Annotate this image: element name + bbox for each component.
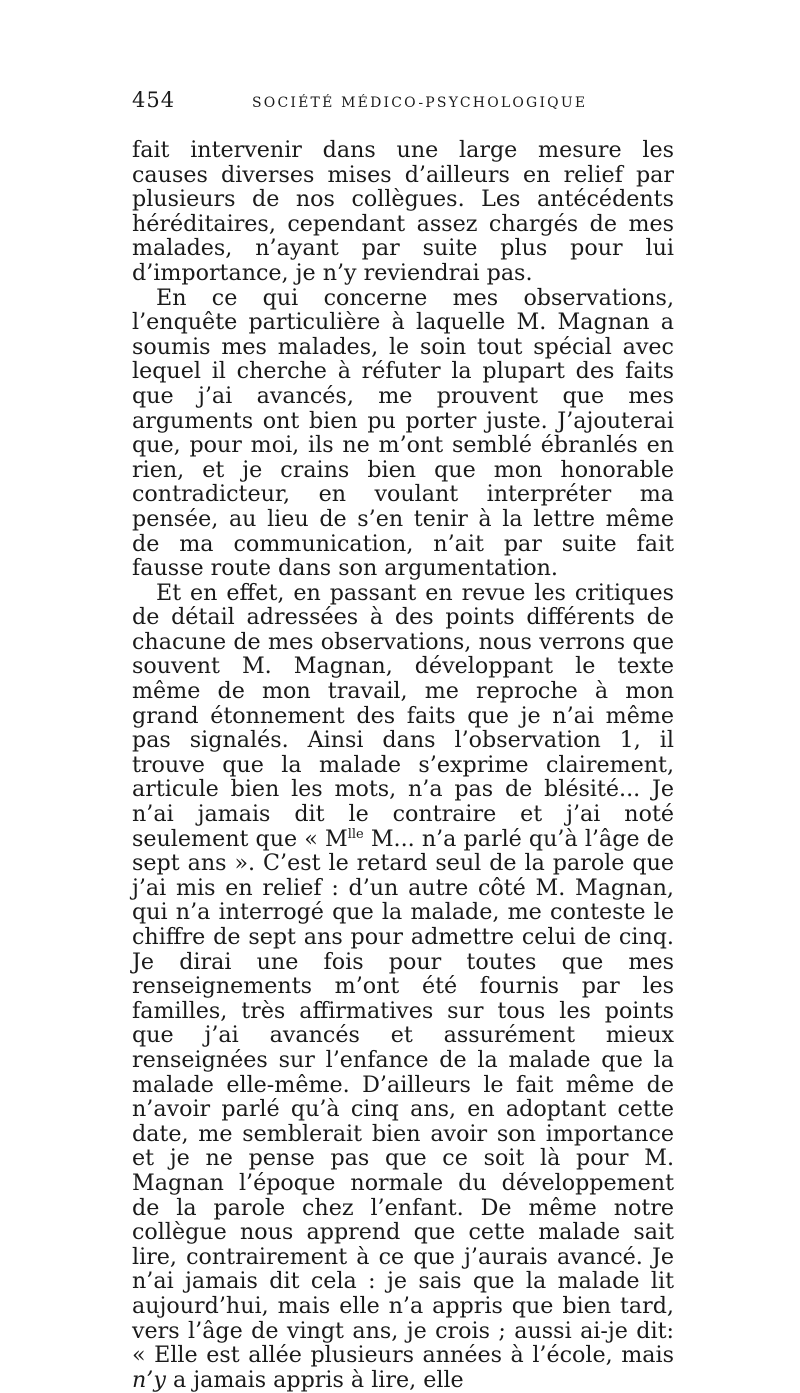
paragraph-continued: fait intervenir dans une large mesure les causes diverses mises d’ailleurs en relief par plusieurs de nos collègues. Les antécédents héréditaires, cependant assez chargés de mes malades, n’ayant par suite plus pour lui d’importance, je n’y reviendrai pas.: [132, 137, 674, 286]
superscript-lle: lle: [347, 826, 364, 842]
body-text: [132, 138, 674, 1392]
running-head: SOCIÉTÉ MÉDICO-PSYCHOLOGIQUE: [252, 95, 588, 111]
paragraph-text: M... n’a parlé qu’à l’âge de sept ans ». C’est le retard seul de la parole que j’ai mis en relief : d’un autre côté M. Magnan, qui n’a interrogé que la malade, me conteste le chiffre de sept ans pour admettre celui de cinq. Je dirai une fois pour toutes que mes renseignements m’ont été fournis par les familles, très affirmatives sur tous les points que j’ai avancés et assurément mieux renseignées sur l’enfance de la malade que la malade elle-même. D’ailleurs le fait même de n’avoir parlé qu’à cinq ans, en adoptant cette date, me semblerait bien avoir son importance et je ne pense pas que ce soit là pour M. Magnan l’époque normale du développement de la parole chez l’enfant. De même notre collègue nous apprend que cette malade sait lire, contrairement à ce que j’aurais avancé. Je n’ai jamais dit cela : je sais que la malade lit aujourd’hui, mais elle n’a appris que bien tard, vers l’âge de vingt ans, je crois ; aussi ai-je dit: « Elle est allée plusieurs années à l’école, mais: [132, 825, 674, 1369]
book-page: [132, 88, 674, 1392]
page-header: [132, 88, 674, 116]
page-number: 454: [132, 88, 176, 112]
paragraph-critiques: [132, 581, 674, 1393]
italic-emphasis: n’y: [132, 1366, 166, 1393]
paragraph-text: a jamais appris à lire, elle: [165, 1366, 464, 1393]
paragraph-text: Et en effet, en passant en revue les critiques de détail adressées à des points différents de chacune de mes observations, nous verrons que souvent M. Magnan, développant le texte même de mon travail, me reproche à mon grand étonnement des faits que je n’ai même pas signalés. Ainsi dans l’observation 1, il trouve que la malade s’exprime clairement, articule bien les mots, n’a pas de blésité... Je n’ai jamais dit le contraire et j’ai noté seulement que « M: [132, 579, 674, 852]
paragraph-observations: En ce qui concerne mes observations, l’enquête particulière à laquelle M. Magnan a soumis mes malades, le soin tout spécial avec lequel il cherche à réfuter la plupart des faits que j’ai avancés, me prouvent que mes arguments ont bien pu porter juste. J’ajouterai que, pour moi, ils ne m’ont semblé ébranlés en rien, et je crains bien que mon honorable contradicteur, en voulant interpréter ma pensée, au lieu de s’en tenir à la lettre même de ma communication, n’ait par suite fait fausse route dans son argumentation.: [132, 284, 674, 582]
